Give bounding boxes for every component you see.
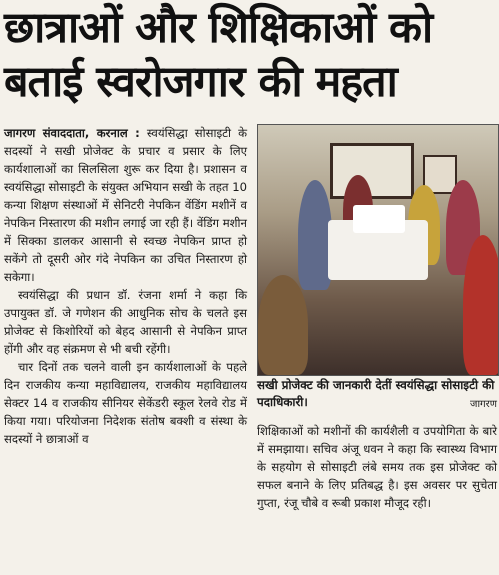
headline-line-2: बताई स्वरोजगार की महता [4,57,397,107]
photo-person [258,275,308,375]
photo-person [463,235,499,375]
photo-caption-text: सखी प्रोजेक्ट की जानकारी देतीं स्वयंसिद्धा सोसाइटी की पदाधिकारी। [257,378,495,409]
news-photo [257,124,499,376]
article-left-column [4,124,247,448]
photo-caption [257,377,497,413]
article-paragraph-4: शिक्षिकाओं को मशीनों की कार्यशैली व उपयोगिता के बारे में समझाया। सचिव अंजू धवन ने कहा कि स्वास्थ्य विभाग के सहयोग से सोसाइटी लंबे समय तक इस प्रोजेक्ट को सफल बनाने के लिए प्रतिबद्ध है। इस अवसर पर सुचेता गुप्ता, रंजू चौबे व रूबी प्रकाश मौजूद रही। [257,424,497,510]
photo-person [298,180,332,290]
photo-notice-board [330,143,414,199]
article-paragraph-3: चार दिनों तक चलने वाली इन कार्यशालाओं के पहले दिन राजकीय कन्या महाविद्यालय, राजकीय महाविद्यालय सेक्टर 14 व राजकीय सीनियर सेकेंडरी स्कूल रेलवे रोड में किया गया। परियोजना निदेशक संतोष बक्शी व संस्था के सदस्यों ने छात्राओं व [4,360,247,446]
paragraph-1-text: स्वयंसिद्धा सोसाइटी के सदस्यों ने सखी प्रोजेक्ट के प्रचार व प्रसार के लिए कार्यशालाओं का सिलसिला शुरू कर दिया है। प्रशासन व स्वयंसिद्धा सोसाइटी के संयुक्त अभियान सखी के तहत 10 कन्या शिक्षण संस्थाओं में सेनिटरी नेपकिन वेंडिंग मशीनें व नेपकिन निस्तारण की मशीन लगाई जा रही हैं। वेंडिंग मशीन में सिक्का डालकर आसानी से स्वच्छ नेपकिन प्राप्त हो सकेंगे तो दूसरी ओर गंदे नेपकिन का उचित निस्तारण हो सकेगा। [4,126,248,284]
article-paragraph-2: स्वयंसिद्धा की प्रधान डॉ. रंजना शर्मा ने कहा कि उपायुक्त डॉ. जे गणेशन की आधुनिक सोच के चलते इस प्रोजेक्ट से किशोरियों को बेहद आसानी से नेपकिन प्राप्त होंगी और वह संक्रमण से भी बची रहेंगी। [4,288,247,356]
headline-line-1: छात्राओं और शिक्षिकाओं को [4,3,433,53]
byline: जागरण संवाददाता, करनाल : [4,126,140,140]
article-right-column [257,422,497,512]
photo-machine-box-top [353,205,405,233]
photo-credit: जागरण [470,399,497,410]
headline [4,0,496,108]
article-paragraph-1 [4,124,247,286]
